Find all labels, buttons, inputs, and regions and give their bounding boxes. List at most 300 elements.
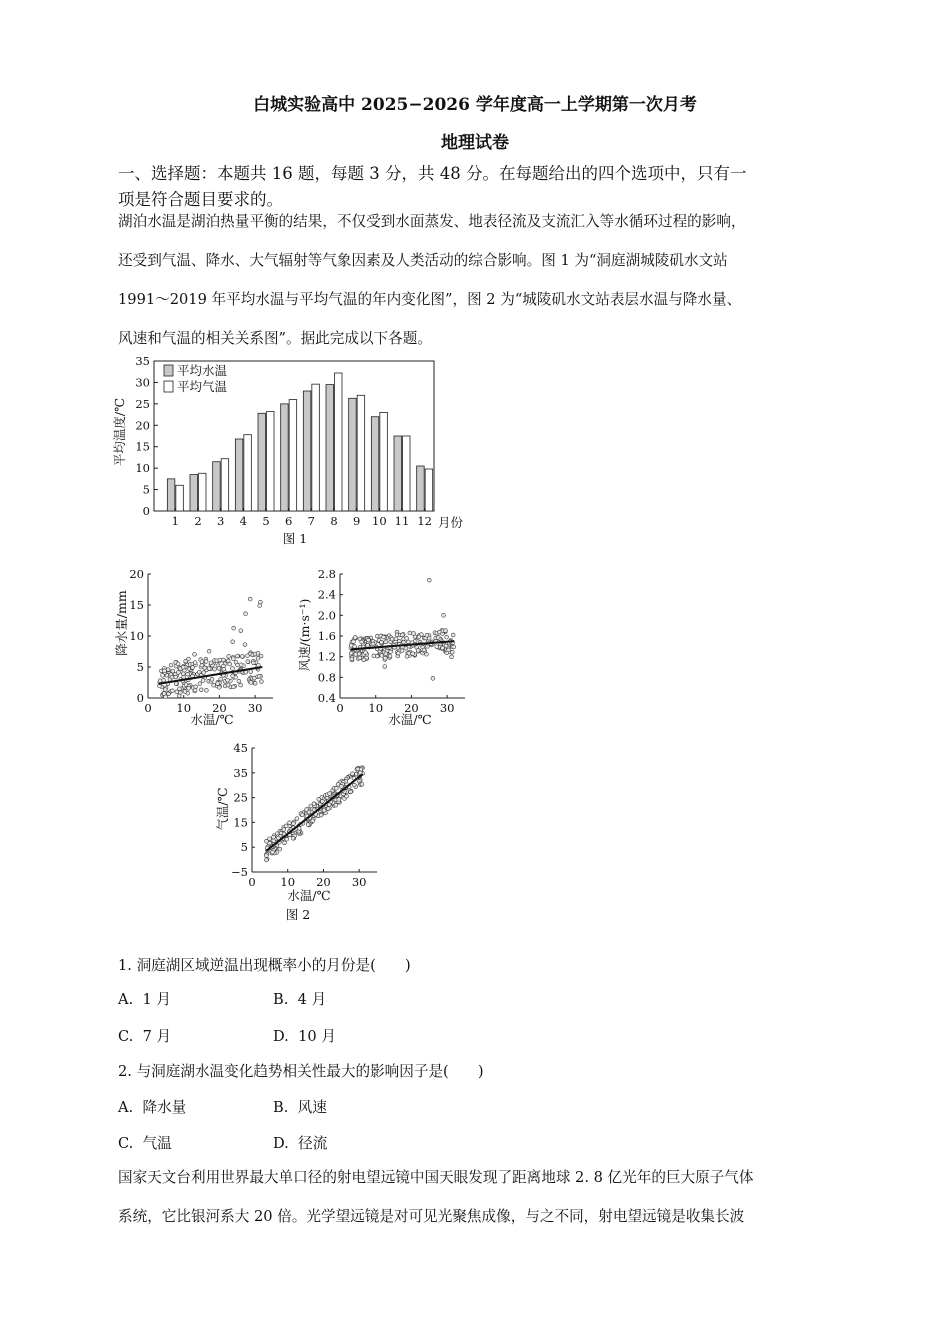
scatter-point [312,802,316,806]
scatter-point [384,640,388,644]
question-2-option-a[interactable] [118,1096,186,1117]
scatter-precipitation-chart [108,563,278,738]
option-text: 1 月 [142,991,171,1008]
x-tick-label: 5 [262,514,270,528]
bar-chart-ylabel: 平均温度/℃ [112,397,127,467]
legend-swatch-air [164,381,173,392]
scatter-point [375,654,379,658]
scatter-point [209,661,213,665]
scatter-point [405,636,409,640]
option-letter: D. [273,1028,289,1045]
scatter-point [259,600,263,604]
bar-air-temp [357,395,365,511]
scatter-point [193,652,197,656]
bar-air-temp [244,435,252,511]
y-tick-label: 0 [142,504,150,518]
scatter-point [253,681,257,685]
scatter-point [187,686,191,690]
scatter-point [193,688,197,692]
y-tick-label: 1.2 [317,649,336,664]
bar-water-temp [190,475,198,511]
scatter-point [407,640,411,644]
y-tick-label: 35 [135,354,150,368]
scatter-point [389,650,393,654]
y-tick-label: 20 [129,567,144,581]
scatter-point [177,694,181,698]
question-2-option-b[interactable] [273,1096,327,1117]
option-text: 径流 [298,1135,328,1152]
option-letter: D. [273,1135,289,1152]
option-letter: B. [273,1099,289,1116]
scatter-point [285,837,289,841]
question-1-option-d[interactable] [273,1025,336,1046]
scatter-windspeed-xlabel: 水温/℃ [388,712,432,727]
x-tick-label: 6 [285,514,293,528]
material-1-line: 湖泊水温是湖泊热量平衡的结果，不仅受到水面蒸发、地表径流及支流汇入等水循环过程的影响， [118,213,746,230]
trend-line [266,774,362,851]
scatter-point [231,667,235,671]
scatter-point [198,682,202,686]
scatter-point [184,683,188,687]
scatter-point [232,626,236,630]
x-tick-label: 2 [194,514,202,528]
scatter-point [176,662,180,666]
scatter-point [380,654,384,658]
scatter-point [264,858,268,862]
x-tick-label: 9 [353,514,361,528]
scatter-point [212,683,216,687]
material-2-line: 国家天文台利用世界最大单口径的射电望远镜中国天眼发现了距离地球 2. 8 亿光年的巨大原子气体 [118,1169,754,1186]
option-text: 降水量 [142,1099,187,1116]
scatter-point [239,663,243,667]
scatter-point [360,782,364,786]
figure-2-caption: 图 2 [285,907,311,922]
scatter-point [444,644,448,648]
scatter-point [257,674,261,678]
question-1-option-b[interactable] [273,988,326,1009]
scatter-point [283,841,287,845]
scatter-point [358,656,362,660]
scatter-point [400,649,404,653]
option-letter: B. [273,991,289,1008]
scatter-point [349,643,353,647]
legend-air-temp: 平均气温 [177,379,228,394]
scatter-point [244,612,248,616]
x-tick-label: 7 [307,514,315,528]
material-2 [118,1158,840,1236]
scatter-point [246,660,250,664]
scatter-point [364,651,368,655]
scatter-point [231,685,235,689]
scatter-point [183,690,187,694]
scatter-windspeed-plot [318,567,465,715]
scatter-point [236,663,240,667]
scatter-point [300,813,304,817]
y-tick-label: 25 [135,396,150,411]
scatter-point [307,810,311,814]
scatter-point [239,683,243,687]
figure-1-bar-chart [108,350,468,550]
scatter-windspeed-chart [292,563,472,738]
scatter-point [239,629,243,633]
scatter-point [226,678,230,682]
scatter-windspeed-ylabel: 风速/(m·s⁻¹) [297,598,312,672]
y-tick-label: 1.6 [317,629,336,643]
y-tick-label: 2.8 [317,567,336,581]
scatter-point [163,669,167,673]
scatter-point [243,643,247,647]
scatter-airtemp-xlabel: 水温/℃ [287,888,331,903]
scatter-point [395,633,399,637]
x-tick-label: 10 [368,701,384,715]
scatter-point [284,824,288,828]
scatter-point [207,649,211,653]
scatter-point [416,648,420,652]
scatter-point [349,651,353,655]
x-tick-label: 8 [330,514,338,528]
option-text: 4 月 [297,991,327,1008]
scatter-point [436,635,440,639]
bar-water-temp [213,462,221,511]
scatter-point [306,823,310,827]
scatter-point [186,672,190,676]
scatter-point [191,666,195,670]
scatter-point [231,674,235,678]
x-tick-label: 30 [439,701,455,715]
bar-water-temp [167,479,175,511]
scatter-precipitation-plot [129,567,273,715]
y-tick-label: 10 [129,629,144,643]
scatter-point [384,652,388,656]
scatter-point [251,661,255,665]
scatter-point [207,667,211,671]
x-tick-label: 10 [176,701,192,715]
legend-swatch-water [164,365,173,376]
material-1-line: 1991～2019 年平均水温与平均气温的年内变化图”，图 2 为“城陵矶水文站表层水温与降水量、 [118,291,742,308]
question-1-stem: 1. 洞庭湖区域逆温出现概率小的月份是( ) [118,957,411,974]
scatter-point [252,676,256,680]
scatter-point [349,790,353,794]
bar-air-temp [403,436,411,511]
scatter-point [404,646,408,650]
scatter-point [216,682,220,686]
bar-air-temp [267,412,275,511]
scatter-point [162,692,166,696]
scatter-point [204,688,208,692]
y-tick-label: 10 [135,461,150,476]
scatter-point [411,652,415,656]
y-tick-label: 25 [233,790,248,805]
scatter-point [400,633,404,637]
scatter-point [181,665,185,669]
scatter-point [337,798,341,802]
scatter-point [236,654,240,658]
scatter-point [249,681,253,685]
y-tick-label: 2.0 [317,608,336,623]
y-tick-label: 15 [135,439,150,454]
x-tick-label: 0 [144,701,152,715]
scatter-point [161,673,165,677]
option-letter: A. [118,1099,134,1116]
scatter-point [431,676,435,680]
scatter-point [278,847,282,851]
x-tick-label: 30 [247,701,263,715]
scatter-point [228,662,232,666]
y-tick-label: 2.4 [317,587,336,602]
scatter-point [162,678,166,682]
bar-air-temp [335,373,343,511]
scatter-point [222,667,226,671]
scatter-point [245,654,249,658]
scatter-point [362,658,366,662]
option-text: 10 月 [298,1028,336,1045]
material-1-line: 风速和气温的相关关系图”。据此完成以下各题。 [118,330,432,347]
subject-title: 地理试卷 [441,133,509,153]
x-tick-label: 4 [239,514,247,528]
bar-air-temp [289,400,297,511]
x-tick-label: 0 [248,875,256,889]
scatter-point [217,666,221,670]
scatter-point [264,854,268,858]
scatter-point [170,689,174,693]
y-tick-label: 20 [135,418,150,433]
scatter-point [319,813,323,817]
scatter-point [258,604,262,608]
bar-water-temp [303,391,311,511]
scatter-point [288,821,292,825]
option-text: 风速 [297,1099,327,1116]
scatter-point [170,675,174,679]
bar-water-temp [235,439,243,511]
scatter-point [265,839,269,843]
y-tick-label: 15 [233,815,248,830]
scatter-airtemp-chart [206,737,386,927]
scatter-point [187,657,191,661]
scatter-point [326,807,330,811]
scatter-point [221,658,225,662]
y-tick-label: 0.4 [317,691,336,705]
scatter-point [227,654,231,658]
bar-air-temp [221,459,229,511]
scatter-point [174,682,178,686]
question-2-option-c[interactable] [118,1132,172,1153]
scatter-point [271,850,275,854]
x-tick-label: 11 [394,514,410,528]
scatter-point [182,675,186,679]
bar-air-temp [176,485,184,511]
scatter-point [390,637,394,641]
scatter-point [356,767,360,771]
scatter-point [240,655,244,659]
scatter-airtemp-plot [231,741,377,889]
material-1-line: 还受到气温、降水、大气辐射等气象因素及人类活动的综合影响。图 1 为“洞庭湖城陵矶水文站 [118,252,728,269]
scatter-point [442,613,446,617]
y-tick-label: 30 [135,375,150,390]
material-1 [118,202,840,358]
scatter-point [237,679,241,683]
scatter-point [345,794,349,798]
scatter-point [193,661,197,665]
scatter-point [166,668,170,672]
x-tick-label: 1 [171,514,179,528]
option-text: 7 月 [142,1028,172,1045]
scatter-point [158,679,162,683]
exam-title: 白城实验高中 2025−2026 学年度高一上学期第一次月考 [253,95,697,115]
bar-water-temp [371,417,379,511]
y-tick-label: 5 [136,660,144,674]
scatter-point [320,799,324,803]
scatter-point [171,669,175,673]
bar-air-temp [380,412,388,511]
scatter-point [256,656,260,660]
scatter-point [291,822,295,826]
bar-water-temp [258,413,266,511]
x-tick-label: 20 [316,875,331,889]
y-tick-label: 45 [233,741,248,755]
scatter-point [219,677,223,681]
bar-water-temp [326,385,334,511]
scatter-point [450,655,454,659]
scatter-point [417,635,421,639]
question-1-option-c[interactable] [118,1025,171,1046]
scatter-point [339,784,343,788]
legend-water-temp: 平均水温 [177,363,228,378]
scatter-point [210,677,214,681]
scatter-point [357,652,361,656]
x-tick-label: 12 [417,514,432,528]
y-tick-label: 5 [142,482,150,497]
section-instruction-line2: 项是符合题目要求的。 [118,190,283,209]
scatter-point [163,688,167,692]
scatter-point [408,631,412,635]
scatter-point [353,636,357,640]
scatter-point [394,637,398,641]
y-tick-label: 0.8 [317,670,336,685]
scatter-point [366,643,370,647]
bar-water-temp [281,404,289,511]
scatter-point [291,836,295,840]
scatter-airtemp-ylabel: 气温/℃ [215,787,230,831]
figure-1-caption: 图 1 [282,531,308,546]
x-tick-label: 20 [212,701,227,715]
scatter-point [178,687,182,691]
scatter-point [405,654,409,658]
scatter-point [311,819,315,823]
scatter-precipitation-xlabel: 水温/℃ [190,712,234,727]
scatter-point [231,657,235,661]
bar-chart-xlabel: 月份 [438,515,464,530]
bar-air-temp [312,384,320,511]
scatter-point [352,783,356,787]
scatter-point [441,646,445,650]
question-2-stem: 2. 与洞庭湖水温变化趋势相关性最大的影响因子是( ) [118,1063,484,1080]
scatter-point [380,640,384,644]
scatter-point [256,651,260,655]
y-tick-label: 5 [240,840,248,855]
scatter-point [201,679,205,683]
bar-air-temp [199,473,207,511]
scatter-point [371,642,375,646]
y-tick-label: 0 [136,691,144,705]
scatter-point [450,650,454,654]
scatter-point [427,578,431,582]
scatter-point [231,640,235,644]
y-tick-label: 15 [129,598,144,612]
scatter-point [204,660,208,664]
scatter-point [451,633,455,637]
bar-water-temp [417,466,425,511]
scatter-point [412,632,416,636]
scatter-point [388,654,392,658]
bar-air-temp [425,469,433,511]
scatter-point [445,635,449,639]
scatter-point [382,635,386,639]
scatter-point [282,828,286,832]
scatter-point [444,629,448,633]
scatter-point [452,645,456,649]
question-2-option-d[interactable] [273,1132,327,1153]
scatter-point [383,656,387,660]
scatter-point [213,667,217,671]
scatter-point [169,663,173,667]
scatter-point [217,685,221,689]
question-1-option-a[interactable] [118,988,171,1009]
scatter-point [322,809,326,813]
scatter-point [396,651,400,655]
bar-water-temp [349,398,357,511]
scatter-point [327,803,331,807]
scatter-point [383,664,387,668]
scatter-point [218,658,222,662]
scatter-point [199,688,203,692]
x-tick-label: 0 [336,701,344,715]
section-instruction-line1: 一、选择题：本题共 16 题，每题 3 分，共 48 分。在每题给出的四个选项中，只有一 [118,164,747,183]
scatter-point [352,640,356,644]
option-text: 气温 [142,1135,172,1152]
y-tick-label: 35 [233,765,248,780]
scatter-point [360,640,364,644]
scatter-point [272,835,276,839]
material-2-line: 系统，它比银河系大 20 倍。光学望远镜是对可见光聚焦成像，与之不同，射电望远镜是收集长波 [118,1208,745,1225]
scatter-point [328,792,332,796]
scatter-point [203,666,207,670]
scatter-point [200,660,204,664]
option-letter: A. [118,991,134,1008]
scatter-point [367,638,371,642]
scatter-point [350,657,354,661]
scatter-point [334,803,338,807]
scatter-point [174,675,178,679]
x-tick-label: 10 [280,875,296,889]
scatter-point [248,597,252,601]
scatter-point [351,772,355,776]
scatter-point [402,640,406,644]
scatter-point [249,670,253,674]
scatter-point [226,683,230,687]
scatter-point [447,648,451,652]
scatter-point [176,670,180,674]
scatter-point [335,786,339,790]
scatter-precipitation-ylabel: 降水量/mm [114,590,129,656]
scatter-point [295,817,299,821]
y-tick-label: −5 [231,865,248,879]
x-tick-label: 20 [404,701,419,715]
bar-water-temp [394,436,402,511]
option-letter: C. [118,1028,134,1045]
scatter-point [422,648,426,652]
x-tick-label: 10 [372,514,387,528]
x-tick-label: 30 [351,875,367,889]
